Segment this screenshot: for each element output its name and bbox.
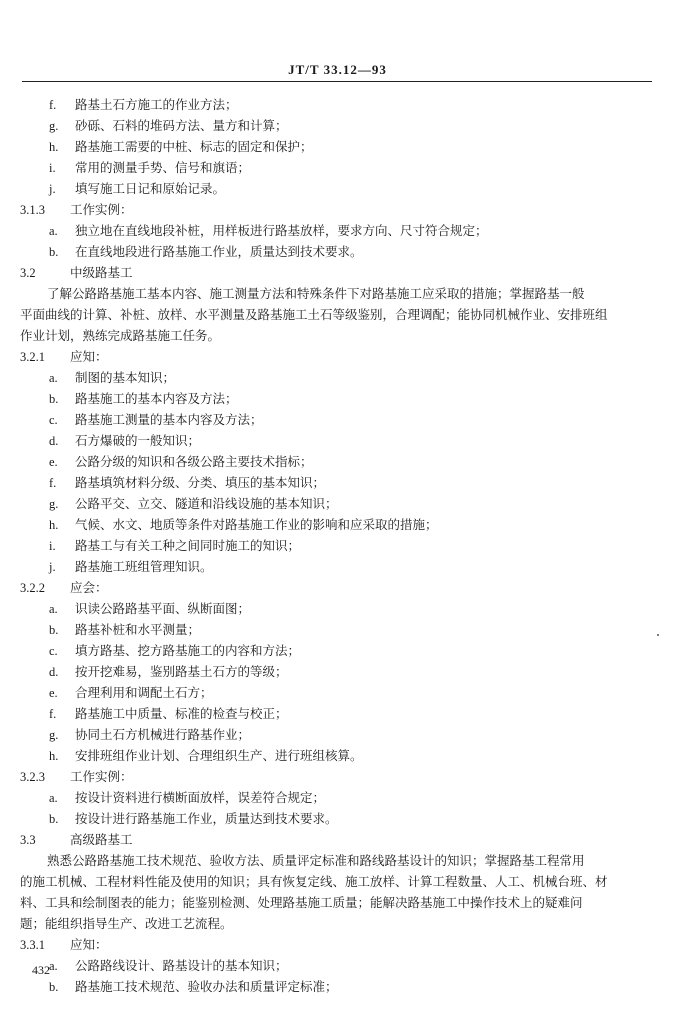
section-heading xyxy=(20,936,108,954)
section-number: 3.3 xyxy=(20,833,36,847)
list-item xyxy=(49,96,238,114)
list-marker: h. xyxy=(49,518,59,532)
list-item-text: 公路平交、立交、隧道和沿线设施的基本知识； xyxy=(75,496,338,511)
paragraph-line: 作业计划，熟练完成路基施工任务。 xyxy=(20,328,221,343)
paragraph-line: 料、工具和绘制图表的能力；能鉴别检测、处理路基施工质量；能解决路基施工中操作技术上的疑难问 xyxy=(20,895,583,910)
paragraph-line: 了解公路路基施工基本内容、施工测量方法和特殊条件下对路基施工应采取的措施；掌握路基一般 xyxy=(47,286,585,301)
section-heading-text: 高级路基工 xyxy=(70,832,133,847)
section-heading-text: 应知： xyxy=(70,349,108,364)
scan-speck xyxy=(657,634,659,636)
list-item-text: 气候、水文、地质等条件对路基施工作业的影响和应采取的措施； xyxy=(75,517,438,532)
list-item xyxy=(49,453,313,471)
section-heading xyxy=(20,831,133,849)
list-item-text: 路基施工班组管理知识。 xyxy=(75,559,213,574)
list-item xyxy=(49,684,213,702)
list-item-text: 制图的基本知识； xyxy=(75,370,176,385)
list-item xyxy=(49,516,438,534)
list-marker: c. xyxy=(49,644,58,658)
list-marker: d. xyxy=(49,665,59,679)
list-item xyxy=(49,243,363,261)
list-item xyxy=(49,411,263,429)
list-marker: g. xyxy=(49,497,59,511)
list-item-text: 在直线地段进行路基施工作业，质量达到技术要求。 xyxy=(75,244,363,259)
list-item xyxy=(49,747,363,765)
list-item xyxy=(49,957,288,975)
list-item xyxy=(49,222,488,240)
section-number: 3.3.1 xyxy=(20,938,45,952)
list-item-text: 填写施工日记和原始记录。 xyxy=(75,181,226,196)
section-number: 3.2.1 xyxy=(20,350,45,364)
list-marker: a. xyxy=(49,371,58,385)
list-marker: h. xyxy=(49,140,59,154)
list-item-text: 公路路线设计、路基设计的基本知识； xyxy=(75,958,288,973)
page-number: 432 xyxy=(32,963,50,977)
list-item xyxy=(49,978,338,996)
list-item xyxy=(49,432,200,450)
list-marker: j. xyxy=(49,182,56,196)
list-item xyxy=(49,600,250,618)
paragraph-line: 平面曲线的计算、补桩、放样、水平测量及路基施工土石等级鉴别，合理调配；能协同机械作业、安排班组 xyxy=(20,307,608,322)
list-item xyxy=(49,138,313,156)
list-item xyxy=(49,474,325,492)
list-marker: f. xyxy=(49,98,57,112)
section-heading xyxy=(20,264,133,282)
section-number: 3.2.2 xyxy=(20,581,45,595)
list-marker: j. xyxy=(49,560,56,574)
list-item xyxy=(49,369,175,387)
list-item-text: 合理利用和调配土石方； xyxy=(75,685,213,700)
section-heading xyxy=(20,201,133,219)
section-heading-text: 工作实例： xyxy=(70,769,133,784)
list-item-text: 独立地在直线地段补桩，用样板进行路基放样，要求方向、尺寸符合规定； xyxy=(75,223,488,238)
list-item-text: 石方爆破的一般知识； xyxy=(75,433,201,448)
list-item xyxy=(49,558,213,576)
list-item-text: 路基施工测量的基本内容及方法； xyxy=(75,412,263,427)
section-heading-text: 中级路基工 xyxy=(70,265,133,280)
list-marker: b. xyxy=(49,623,59,637)
list-marker: b. xyxy=(49,245,59,259)
list-item-text: 协同土石方机械进行路基作业； xyxy=(75,727,251,742)
section-heading-text: 应知： xyxy=(70,937,108,952)
list-item xyxy=(49,390,238,408)
list-item xyxy=(49,495,338,513)
list-item-text: 路基土石方施工的作业方法； xyxy=(75,97,238,112)
list-item-text: 路基填筑材料分级、分类、填压的基本知识； xyxy=(75,475,326,490)
page-header: JT/T 33.12—93 xyxy=(288,62,387,77)
list-marker: g. xyxy=(49,119,59,133)
list-marker: a. xyxy=(49,791,58,805)
list-item xyxy=(49,810,338,828)
list-marker: e. xyxy=(49,686,58,700)
paragraph-line: 的施工机械、工程材料性能及使用的知识；具有恢复定线、施工放样、计算工程数量、人工、机械台班、材 xyxy=(20,874,608,889)
list-item-text: 路基工与有关工种之间同时施工的知识； xyxy=(75,538,301,553)
list-marker: i. xyxy=(49,539,56,553)
list-marker: f. xyxy=(49,476,57,490)
list-item-text: 路基施工的基本内容及方法； xyxy=(75,391,238,406)
list-item-text: 路基施工需要的中桩、标志的固定和保护； xyxy=(75,139,313,154)
list-marker: b. xyxy=(49,812,59,826)
list-marker: g. xyxy=(49,728,59,742)
list-marker: b. xyxy=(49,392,59,406)
list-marker: d. xyxy=(49,434,59,448)
list-marker: e. xyxy=(49,455,58,469)
list-marker: i. xyxy=(49,161,56,175)
list-item xyxy=(49,726,250,744)
list-item xyxy=(49,663,288,681)
list-item-text: 填方路基、挖方路基施工的内容和方法； xyxy=(75,643,301,658)
list-item xyxy=(49,705,288,723)
section-heading xyxy=(20,579,108,597)
list-item xyxy=(49,642,300,660)
section-number: 3.2 xyxy=(20,266,36,280)
list-item-text: 按设计资料进行横断面放样，误差符合规定； xyxy=(75,790,326,805)
list-item-text: 公路分级的知识和各级公路主要技术指标； xyxy=(75,454,313,469)
list-marker: c. xyxy=(49,413,58,427)
list-item-text: 识读公路路基平面、纵断面图； xyxy=(75,601,251,616)
section-number: 3.1.3 xyxy=(20,203,45,217)
list-item-text: 常用的测量手势、信号和旗语； xyxy=(75,160,251,175)
list-marker: b. xyxy=(49,980,59,994)
list-item-text: 路基施工技术规范、验收办法和质量评定标准； xyxy=(75,979,338,994)
list-marker: f. xyxy=(49,707,57,721)
section-heading xyxy=(20,348,108,366)
list-item xyxy=(49,159,250,177)
list-item xyxy=(49,537,300,555)
list-item-text: 路基施工中质量、标准的检查与校正； xyxy=(75,706,288,721)
list-marker: a. xyxy=(49,959,58,973)
header-rule xyxy=(22,81,652,82)
list-item-text: 安排班组作业计划、合理组织生产、进行班组核算。 xyxy=(75,748,363,763)
list-item xyxy=(49,621,200,639)
section-heading-text: 应会： xyxy=(70,580,108,595)
list-marker: a. xyxy=(49,224,58,238)
list-item-text: 砂砾、石料的堆码方法、量方和计算； xyxy=(75,118,288,133)
list-marker: a. xyxy=(49,602,58,616)
list-item xyxy=(49,180,225,198)
section-heading xyxy=(20,768,133,786)
list-item xyxy=(49,117,288,135)
paragraph-line: 题；能组织指导生产、改进工艺流程。 xyxy=(20,916,233,931)
list-item xyxy=(49,789,325,807)
list-marker: h. xyxy=(49,749,59,763)
list-item-text: 按设计进行路基施工作业，质量达到技术要求。 xyxy=(75,811,338,826)
section-number: 3.2.3 xyxy=(20,770,45,784)
list-item-text: 路基补桩和水平测量； xyxy=(75,622,201,637)
paragraph-line: 熟悉公路路基施工技术规范、验收方法、质量评定标准和路线路基设计的知识；掌握路基工程常用 xyxy=(47,853,585,868)
section-heading-text: 工作实例： xyxy=(70,202,133,217)
list-item-text: 按开挖难易，鉴别路基土石方的等级； xyxy=(75,664,288,679)
